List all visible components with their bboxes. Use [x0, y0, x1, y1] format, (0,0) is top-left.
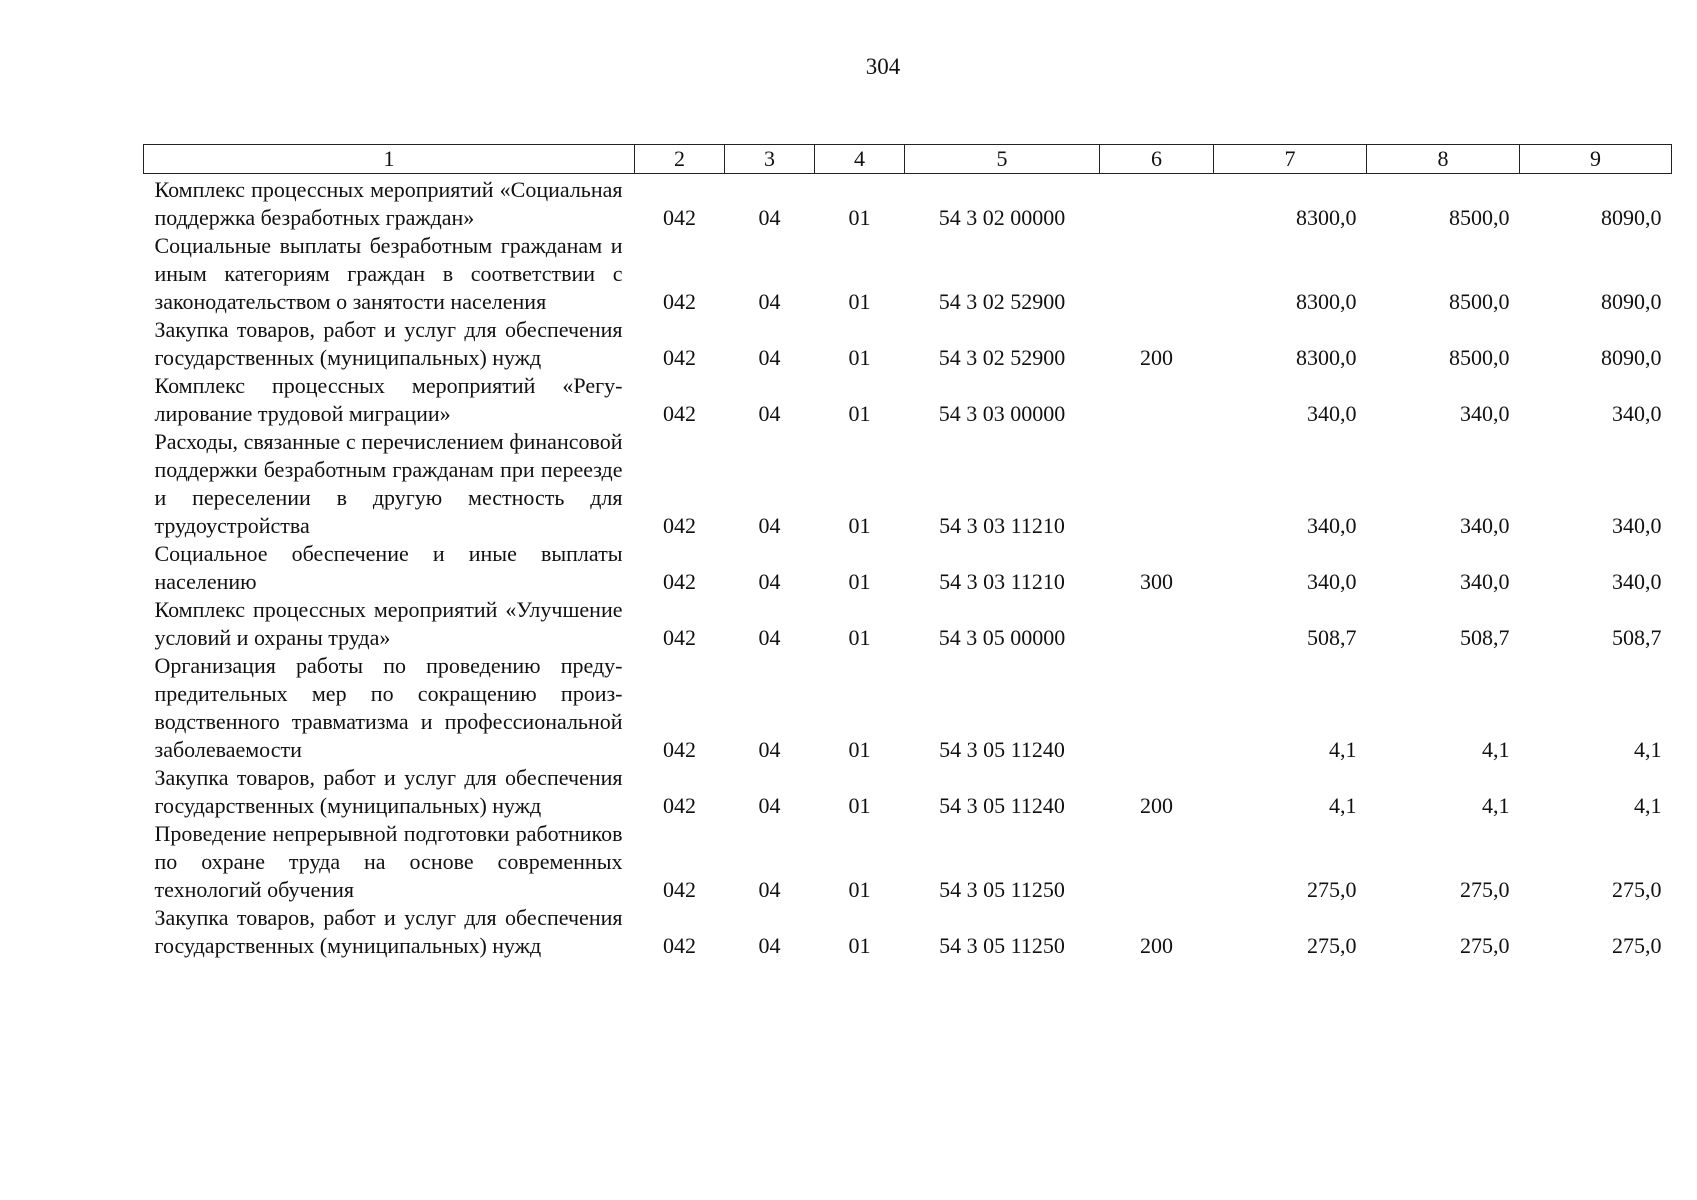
expense-type-cell: 300: [1140, 569, 1173, 594]
subsection-code-cell: 01: [848, 401, 871, 426]
target-article-cell: 54 3 05 11250: [939, 933, 1065, 958]
section-code-cell: 04: [758, 345, 781, 370]
ministry-code-cell: 042: [663, 933, 696, 958]
amount-year1-cell: 340,0: [1307, 401, 1357, 426]
expense-type-cell: 200: [1140, 793, 1173, 818]
subsection-code-cell: 01: [848, 793, 871, 818]
budget-table: [143, 144, 1672, 960]
amount-year3-cell: 340,0: [1612, 401, 1662, 426]
amount-year3-cell: 508,7: [1612, 625, 1662, 650]
ministry-code-cell: 042: [663, 877, 696, 902]
section-code-cell: 04: [758, 569, 781, 594]
table-row: [144, 652, 1672, 764]
item-name-cell: Закупка товаров, работ и услуг для обеспечения государственных (муниципальных) нужд: [154, 317, 623, 370]
section-code-cell: 04: [758, 205, 781, 230]
target-article-cell: 54 3 02 52900: [938, 345, 1066, 370]
expense-type-cell: [1100, 652, 1214, 764]
amount-year2-cell: 275,0: [1460, 933, 1510, 958]
table-row: [144, 174, 1672, 233]
amount-year3-cell: 8090,0: [1601, 345, 1662, 370]
table-row: [144, 372, 1672, 428]
amount-year3-cell: 275,0: [1612, 877, 1662, 902]
item-name-cell: Проведение непрерывной подготовки работников по охране труда на основе современных технологий обучения: [154, 821, 623, 902]
expense-type-cell: [1100, 428, 1214, 540]
item-name-cell: Закупка товаров, работ и услуг для обеспечения государственных (муниципальных) нужд: [154, 765, 623, 818]
item-name-cell: Комплекс процессных мероприятий «Регулирование трудовой миграции»: [154, 373, 623, 426]
column-header: 3: [725, 145, 815, 174]
item-name-cell: Комплекс процессных мероприятий «Улучшение условий и охраны труда»: [154, 597, 623, 650]
ministry-code-cell: 042: [663, 345, 696, 370]
target-article-cell: 54 3 05 00000: [938, 625, 1066, 650]
amount-year1-cell: 4,1: [1329, 793, 1357, 818]
ministry-code-cell: 042: [663, 289, 696, 314]
item-name-cell: Комплекс процессных мероприятий «Социальная поддержка безработных граждан»: [154, 177, 623, 230]
amount-year3-cell: 8090,0: [1601, 289, 1662, 314]
section-code-cell: 04: [758, 625, 781, 650]
amount-year3-cell: 8090,0: [1601, 205, 1662, 230]
amount-year2-cell: 8500,0: [1449, 289, 1510, 314]
amount-year1-cell: 340,0: [1307, 513, 1357, 538]
amount-year2-cell: 340,0: [1460, 569, 1510, 594]
target-article-cell: 54 3 05 11240: [939, 737, 1065, 762]
item-name-cell: Социальные выплаты безработным гражданам и иным категориям граждан в соответствии с законодательством о занятости населения: [154, 233, 623, 314]
table-body: [144, 174, 1672, 961]
amount-year1-cell: 275,0: [1307, 933, 1357, 958]
subsection-code-cell: 01: [848, 737, 871, 762]
subsection-code-cell: 01: [848, 289, 871, 314]
subsection-code-cell: 01: [848, 877, 871, 902]
amount-year3-cell: 4,1: [1634, 737, 1662, 762]
amount-year2-cell: 8500,0: [1449, 205, 1510, 230]
target-article-cell: 54 3 03 11210: [939, 513, 1065, 538]
amount-year3-cell: 4,1: [1634, 793, 1662, 818]
table-row: [144, 540, 1672, 596]
amount-year2-cell: 8500,0: [1449, 345, 1510, 370]
expense-type-cell: 200: [1140, 345, 1173, 370]
amount-year3-cell: 340,0: [1612, 513, 1662, 538]
amount-year1-cell: 275,0: [1307, 877, 1357, 902]
target-article-cell: 54 3 05 11250: [939, 877, 1065, 902]
table-row: [144, 316, 1672, 372]
expense-type-cell: [1100, 596, 1214, 652]
expense-type-cell: [1100, 174, 1214, 233]
target-article-cell: 54 3 02 52900: [938, 289, 1066, 314]
amount-year1-cell: 8300,0: [1296, 345, 1357, 370]
expense-type-cell: [1100, 372, 1214, 428]
amount-year1-cell: 8300,0: [1296, 289, 1357, 314]
ministry-code-cell: 042: [663, 569, 696, 594]
column-header: 4: [815, 145, 905, 174]
section-code-cell: 04: [758, 737, 781, 762]
item-name-cell: Организация работы по проведению предупредительных мер по сокращению производственного травматизма и профессиональной заболеваемости: [154, 653, 623, 762]
section-code-cell: 04: [758, 513, 781, 538]
subsection-code-cell: 01: [848, 569, 871, 594]
expense-type-cell: [1100, 232, 1214, 316]
subsection-code-cell: 01: [848, 933, 871, 958]
ministry-code-cell: 042: [663, 737, 696, 762]
column-header: 8: [1367, 145, 1520, 174]
column-header: 5: [905, 145, 1100, 174]
amount-year3-cell: 275,0: [1612, 933, 1662, 958]
table-row: [144, 428, 1672, 540]
ministry-code-cell: 042: [663, 793, 696, 818]
section-code-cell: 04: [758, 401, 781, 426]
amount-year2-cell: 340,0: [1460, 513, 1510, 538]
target-article-cell: 54 3 03 11210: [939, 569, 1065, 594]
column-header: 6: [1100, 145, 1214, 174]
amount-year2-cell: 275,0: [1460, 877, 1510, 902]
subsection-code-cell: 01: [848, 345, 871, 370]
table-header: [144, 145, 1672, 174]
target-article-cell: 54 3 02 00000: [938, 205, 1066, 230]
subsection-code-cell: 01: [848, 205, 871, 230]
target-article-cell: 54 3 05 11240: [939, 793, 1065, 818]
target-article-cell: 54 3 03 00000: [938, 401, 1066, 426]
ministry-code-cell: 042: [663, 401, 696, 426]
expense-type-cell: 200: [1140, 933, 1173, 958]
ministry-code-cell: 042: [663, 205, 696, 230]
table-row: [144, 596, 1672, 652]
header-row: [144, 145, 1672, 174]
amount-year2-cell: 4,1: [1482, 737, 1510, 762]
table-row: [144, 904, 1672, 960]
amount-year1-cell: 508,7: [1307, 625, 1357, 650]
section-code-cell: 04: [758, 289, 781, 314]
subsection-code-cell: 01: [848, 625, 871, 650]
amount-year2-cell: 340,0: [1460, 401, 1510, 426]
amount-year2-cell: 508,7: [1460, 625, 1510, 650]
item-name-cell: Социальное обеспечение и иные выплаты населению: [154, 541, 623, 594]
table-row: [144, 764, 1672, 820]
column-header: 9: [1520, 145, 1672, 174]
section-code-cell: 04: [758, 793, 781, 818]
column-header: 7: [1214, 145, 1367, 174]
table-row: [144, 820, 1672, 904]
item-name-cell: Закупка товаров, работ и услуг для обеспечения государственных (муниципальных) нужд: [154, 905, 623, 958]
ministry-code-cell: 042: [663, 625, 696, 650]
amount-year1-cell: 8300,0: [1296, 205, 1357, 230]
section-code-cell: 04: [758, 933, 781, 958]
section-code-cell: 04: [758, 877, 781, 902]
expense-type-cell: [1100, 820, 1214, 904]
amount-year1-cell: 340,0: [1307, 569, 1357, 594]
amount-year1-cell: 4,1: [1329, 737, 1357, 762]
item-name-cell: Расходы, связанные с перечислением финансовой поддержки безработным гражданам при переезде и переселении в другую местность для трудоустройства: [154, 429, 623, 538]
table-row: [144, 232, 1672, 316]
amount-year3-cell: 340,0: [1612, 569, 1662, 594]
subsection-code-cell: 01: [848, 513, 871, 538]
ministry-code-cell: 042: [663, 513, 696, 538]
page-number: 304: [865, 54, 901, 79]
column-header: 1: [144, 145, 635, 174]
column-header: 2: [635, 145, 725, 174]
amount-year2-cell: 4,1: [1482, 793, 1510, 818]
